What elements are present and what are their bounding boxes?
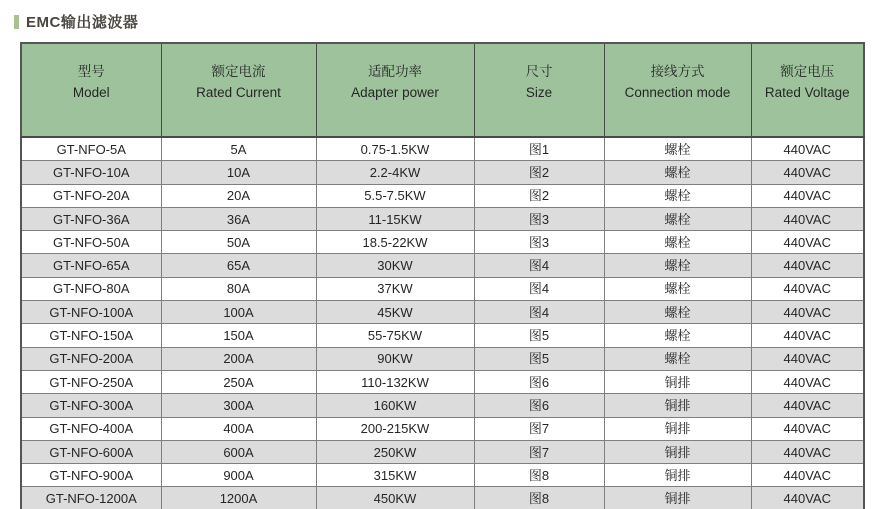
cell-size: 图2: [474, 184, 604, 207]
column-header-size: [474, 43, 604, 137]
table-header-row: [21, 43, 864, 137]
cell-size: 图6: [474, 370, 604, 393]
cell-rated-voltage: 440VAC: [751, 347, 864, 370]
cell-rated-current: 900A: [161, 464, 316, 487]
cell-rated-voltage: 440VAC: [751, 487, 864, 509]
cell-connection-mode: 螺栓: [604, 207, 751, 230]
cell-size: 图4: [474, 254, 604, 277]
cell-model: GT-NFO-150A: [21, 324, 161, 347]
cell-connection-mode: 螺栓: [604, 161, 751, 184]
cell-size: 图7: [474, 440, 604, 463]
cell-rated-current: 300A: [161, 394, 316, 417]
cell-connection-mode: 螺栓: [604, 254, 751, 277]
cell-model: GT-NFO-36A: [21, 207, 161, 230]
table-row: [21, 161, 864, 184]
cell-rated-voltage: 440VAC: [751, 301, 864, 324]
table-row: [21, 417, 864, 440]
cell-model: GT-NFO-10A: [21, 161, 161, 184]
cell-model: GT-NFO-1200A: [21, 487, 161, 509]
cell-rated-current: 250A: [161, 370, 316, 393]
column-header-adapter-power-zh: 适配功率: [368, 64, 422, 80]
cell-model: GT-NFO-20A: [21, 184, 161, 207]
cell-rated-voltage: 440VAC: [751, 137, 864, 161]
table-row: [21, 277, 864, 300]
table-row: [21, 301, 864, 324]
cell-model: GT-NFO-300A: [21, 394, 161, 417]
cell-rated-voltage: 440VAC: [751, 207, 864, 230]
column-header-model-en: Model: [72, 85, 110, 100]
cell-size: 图3: [474, 207, 604, 230]
cell-rated-voltage: 440VAC: [751, 184, 864, 207]
cell-rated-current: 10A: [161, 161, 316, 184]
cell-size: 图1: [474, 137, 604, 161]
column-header-rated-voltage: [751, 43, 864, 137]
cell-size: 图4: [474, 277, 604, 300]
table-row: [21, 440, 864, 463]
section-header: [14, 11, 138, 32]
table-row: [21, 347, 864, 370]
column-header-model-zh: 型号: [77, 64, 105, 80]
cell-adapter-power: 30KW: [316, 254, 474, 277]
column-header-rated-voltage-zh: 额定电压: [780, 64, 835, 80]
cell-connection-mode: 铜排: [604, 370, 751, 393]
table-row: [21, 324, 864, 347]
cell-model: GT-NFO-100A: [21, 301, 161, 324]
column-header-connection-mode: [604, 43, 751, 137]
cell-connection-mode: 螺栓: [604, 301, 751, 324]
cell-size: 图2: [474, 161, 604, 184]
table-row: [21, 370, 864, 393]
table-row: [21, 254, 864, 277]
cell-connection-mode: 螺栓: [604, 231, 751, 254]
cell-model: GT-NFO-200A: [21, 347, 161, 370]
column-header-adapter-power: [316, 43, 474, 137]
table-body: [21, 137, 864, 509]
cell-adapter-power: 200-215KW: [316, 417, 474, 440]
cell-rated-voltage: 440VAC: [751, 231, 864, 254]
column-header-size-zh: 尺寸: [525, 64, 553, 80]
cell-rated-current: 100A: [161, 301, 316, 324]
cell-rated-voltage: 440VAC: [751, 370, 864, 393]
cell-connection-mode: 铜排: [604, 440, 751, 463]
column-header-size-en: Size: [525, 85, 553, 100]
title-marker-bar: [14, 15, 19, 29]
cell-rated-current: 65A: [161, 254, 316, 277]
cell-rated-current: 50A: [161, 231, 316, 254]
cell-rated-current: 200A: [161, 347, 316, 370]
cell-size: 图4: [474, 301, 604, 324]
cell-adapter-power: 2.2-4KW: [316, 161, 474, 184]
cell-adapter-power: 450KW: [316, 487, 474, 509]
cell-rated-current: 36A: [161, 207, 316, 230]
cell-size: 图8: [474, 487, 604, 509]
emc-output-filter-spec-table: [20, 42, 865, 509]
column-header-connection-mode-en: Connection mode: [624, 85, 731, 100]
cell-adapter-power: 90KW: [316, 347, 474, 370]
cell-rated-current: 150A: [161, 324, 316, 347]
cell-adapter-power: 160KW: [316, 394, 474, 417]
cell-connection-mode: 螺栓: [604, 324, 751, 347]
cell-adapter-power: 18.5-22KW: [316, 231, 474, 254]
cell-connection-mode: 铜排: [604, 417, 751, 440]
cell-connection-mode: 铜排: [604, 464, 751, 487]
cell-connection-mode: 铜排: [604, 487, 751, 509]
cell-adapter-power: 0.75-1.5KW: [316, 137, 474, 161]
table-row: [21, 184, 864, 207]
cell-rated-voltage: 440VAC: [751, 440, 864, 463]
cell-size: 图6: [474, 394, 604, 417]
cell-connection-mode: 铜排: [604, 394, 751, 417]
table-row: [21, 487, 864, 509]
cell-size: 图3: [474, 231, 604, 254]
column-header-rated-current-en: Rated Current: [196, 85, 281, 100]
column-header-rated-current-zh: 额定电流: [211, 64, 266, 80]
cell-adapter-power: 37KW: [316, 277, 474, 300]
cell-connection-mode: 螺栓: [604, 347, 751, 370]
cell-model: GT-NFO-250A: [21, 370, 161, 393]
column-header-adapter-power-en: Adapter power: [351, 85, 439, 100]
table-row: [21, 231, 864, 254]
column-header-rated-current: [161, 43, 316, 137]
cell-rated-current: 1200A: [161, 487, 316, 509]
cell-adapter-power: 315KW: [316, 464, 474, 487]
cell-rated-voltage: 440VAC: [751, 161, 864, 184]
cell-rated-voltage: 440VAC: [751, 394, 864, 417]
table-header: [21, 43, 864, 137]
cell-size: 图7: [474, 417, 604, 440]
cell-connection-mode: 螺栓: [604, 277, 751, 300]
cell-adapter-power: 250KW: [316, 440, 474, 463]
cell-rated-current: 5A: [161, 137, 316, 161]
cell-adapter-power: 45KW: [316, 301, 474, 324]
cell-model: GT-NFO-5A: [21, 137, 161, 161]
cell-size: 图5: [474, 347, 604, 370]
table-row: [21, 207, 864, 230]
cell-adapter-power: 11-15KW: [316, 207, 474, 230]
cell-rated-voltage: 440VAC: [751, 254, 864, 277]
cell-model: GT-NFO-600A: [21, 440, 161, 463]
cell-model: GT-NFO-50A: [21, 231, 161, 254]
cell-size: 图5: [474, 324, 604, 347]
table-row: [21, 464, 864, 487]
cell-model: GT-NFO-80A: [21, 277, 161, 300]
table-row: [21, 137, 864, 161]
cell-model: GT-NFO-900A: [21, 464, 161, 487]
cell-adapter-power: 55-75KW: [316, 324, 474, 347]
cell-rated-voltage: 440VAC: [751, 324, 864, 347]
cell-connection-mode: 螺栓: [604, 184, 751, 207]
cell-rated-voltage: 440VAC: [751, 417, 864, 440]
column-header-connection-mode-zh: 接线方式: [650, 64, 705, 80]
page-title: EMC输出滤波器: [26, 14, 139, 31]
cell-rated-current: 80A: [161, 277, 316, 300]
cell-size: 图8: [474, 464, 604, 487]
cell-model: GT-NFO-400A: [21, 417, 161, 440]
cell-rated-current: 400A: [161, 417, 316, 440]
column-header-rated-voltage-en: Rated Voltage: [764, 85, 850, 100]
cell-rated-current: 20A: [161, 184, 316, 207]
cell-rated-current: 600A: [161, 440, 316, 463]
cell-connection-mode: 螺栓: [604, 137, 751, 161]
cell-adapter-power: 5.5-7.5KW: [316, 184, 474, 207]
cell-model: GT-NFO-65A: [21, 254, 161, 277]
cell-adapter-power: 110-132KW: [316, 370, 474, 393]
cell-rated-voltage: 440VAC: [751, 277, 864, 300]
table-row: [21, 394, 864, 417]
column-header-model: [21, 43, 161, 137]
cell-rated-voltage: 440VAC: [751, 464, 864, 487]
